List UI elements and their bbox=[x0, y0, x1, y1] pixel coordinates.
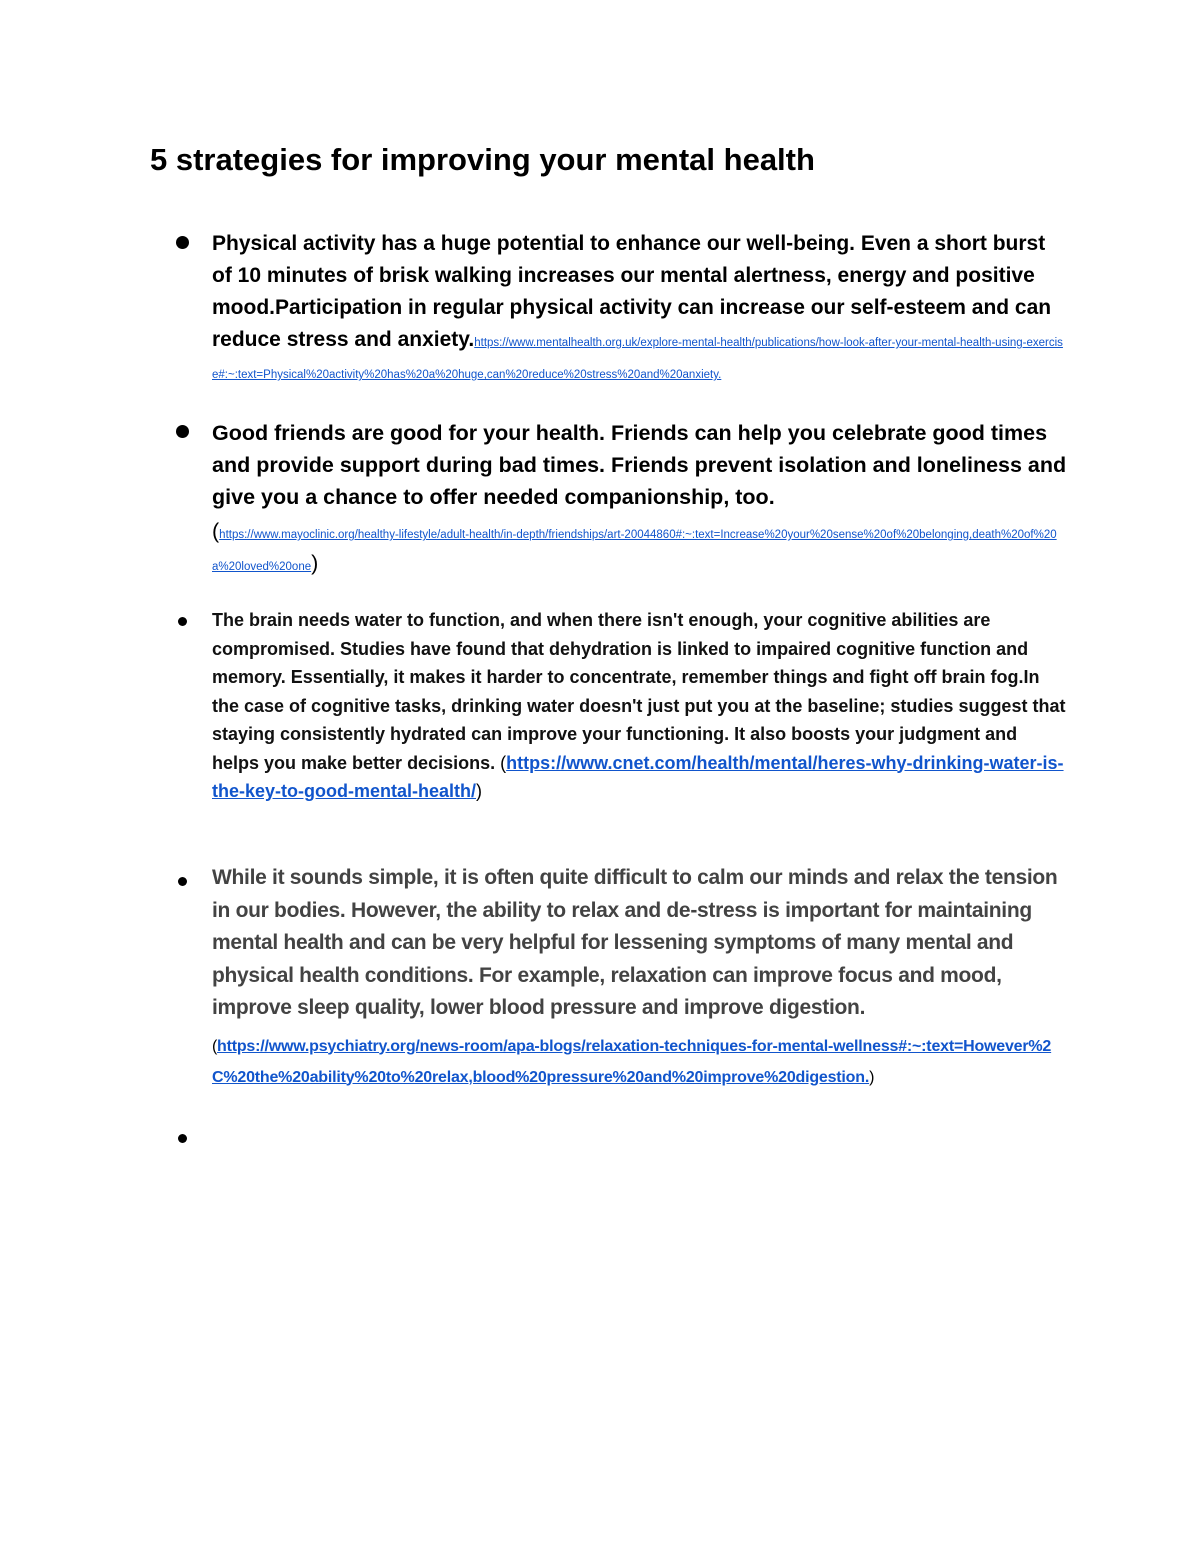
list-item-text: Good friends are good for your health. Friends can help you celebrate good times and provide support during bad times. Friends prevent isolation and loneliness and give you a chance to offer needed companionship, too. bbox=[212, 421, 1067, 509]
bullet-icon bbox=[176, 236, 189, 249]
open-paren: ( bbox=[212, 519, 220, 543]
list-item-text: While it sounds simple, it is often quite difficult to calm our minds and relax the tension in our bodies. However, the ability to relax and de-stress is important for maintaining mental health and can be very helpful for lessening symptoms of many mental and physical health conditions. For example, relaxation can improve focus and mood, improve sleep quality, lower blood pressure and improve digestion. bbox=[212, 866, 1058, 1019]
list-item-text: Physical activity has a huge potential to enhance our well-being. Even a short burst of 10 minutes of brisk walking increases our mental alertness, energy and positive mood.Participation in regular physical activity can increase our self-esteem and can reduce stress and anxiety. bbox=[212, 232, 1052, 351]
list-item-relaxation bbox=[212, 862, 1067, 1093]
source-link[interactable]: https://www.mentalhealth.org.uk/explore-mental-health/publications/how-look-after-your-mental-health-using-exercise#:~:text=Physical%20activity%20has%20a%20huge,can%20reduce%20stress%20and%20anxiety. bbox=[212, 337, 1063, 381]
open-paren: ( bbox=[212, 1037, 218, 1055]
list-item-water bbox=[212, 606, 1067, 806]
source-link[interactable]: https://www.mayoclinic.org/healthy-lifestyle/adult-health/in-depth/friendships/art-20044860#:~:text=Increase%20your%20sense%20of%20belonging,death%20of%20a%20loved%20one bbox=[212, 529, 1057, 573]
close-paren: ) bbox=[311, 551, 319, 575]
bullet-icon bbox=[176, 425, 189, 438]
close-paren: ) bbox=[476, 781, 482, 801]
source-link-wrapper bbox=[212, 1031, 1067, 1093]
source-link-wrapper bbox=[212, 517, 1067, 581]
open-paren: ( bbox=[500, 752, 507, 773]
page-title: 5 strategies for improving your mental health bbox=[150, 142, 815, 177]
bullet-icon bbox=[178, 877, 187, 886]
empty-bullet-icon bbox=[178, 1134, 187, 1143]
bullet-icon bbox=[178, 617, 187, 626]
list-item-physical-activity bbox=[212, 228, 1067, 388]
list-item-text: The brain needs water to function, and when there isn't enough, your cognitive abilities are compromised. Studies have found that dehydration is linked to impaired cognitive function and memory. Essentially, it makes it harder to concentrate, remember things and fight off brain fog.In the case of cognitive tasks, drinking water doesn't just put you at the baseline; studies suggest that staying consistently hydrated can improve your functioning. It also boosts your judgment and helps you make better decisions. bbox=[212, 610, 1066, 773]
source-link[interactable]: https://www.psychiatry.org/news-room/apa-blogs/relaxation-techniques-for-mental-wellness#:~:text=However%2C%20the%20ability%20to%20relax,blood%20pressure%20and%20improve%20digestion. bbox=[212, 1037, 1052, 1086]
list-item-friends bbox=[212, 417, 1067, 581]
close-paren: ) bbox=[869, 1068, 875, 1086]
source-link[interactable]: https://www.cnet.com/health/mental/heres-why-drinking-water-is-the-key-to-good-mental-health/ bbox=[212, 752, 1064, 801]
